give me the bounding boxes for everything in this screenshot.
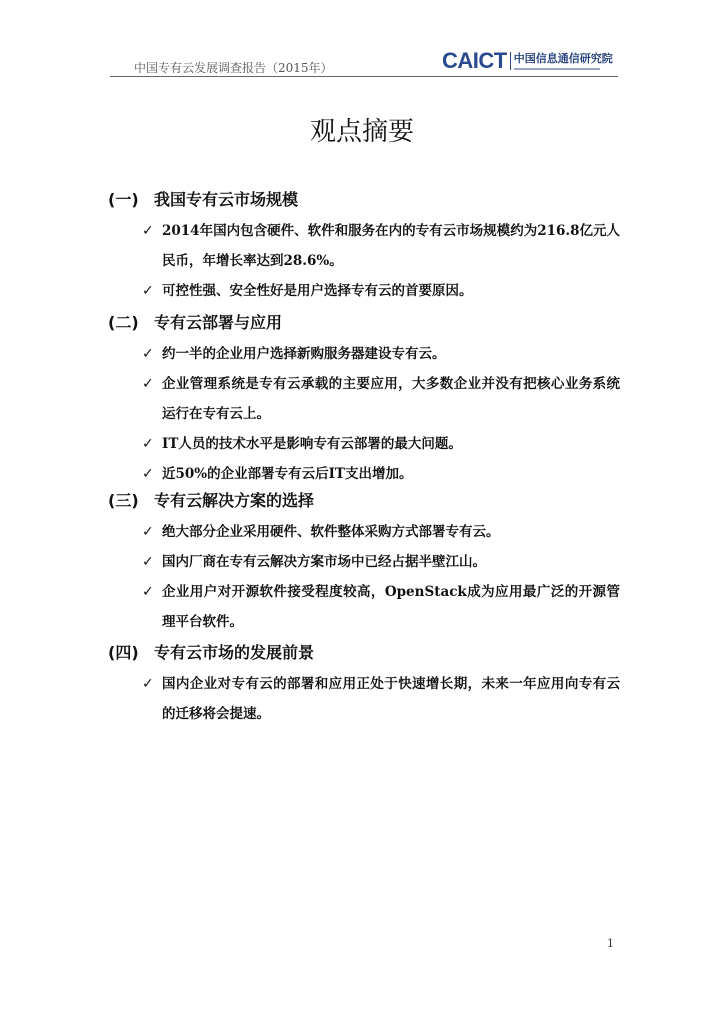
list-item: ✓ 近50%的企业部署专有云后IT支出增加。 bbox=[142, 459, 620, 489]
header-rule bbox=[110, 76, 618, 77]
section-2 bbox=[108, 310, 620, 489]
page-number: 1 bbox=[607, 937, 614, 950]
section-title: 专有云市场的发展前景 bbox=[154, 643, 315, 662]
check-icon: ✓ bbox=[142, 376, 154, 392]
section-title: 专有云部署与应用 bbox=[154, 313, 283, 332]
section-4 bbox=[108, 640, 620, 729]
section-number: (三) bbox=[108, 491, 139, 510]
section-number: (一) bbox=[108, 190, 139, 209]
list-item: ✓ 约一半的企业用户选择新购服务器建设专有云。 bbox=[142, 339, 620, 369]
section-heading bbox=[108, 640, 620, 666]
logo-chinese-name: 中国信息通信研究院 bbox=[513, 51, 613, 65]
check-icon: ✓ bbox=[142, 436, 154, 452]
section-heading bbox=[108, 310, 620, 336]
logo-divider bbox=[510, 52, 511, 70]
list-item: ✓ 企业管理系统是专有云承载的主要应用，大多数企业并没有把核心业务系统运行在专有云上。 bbox=[142, 369, 620, 429]
section-heading bbox=[108, 488, 620, 514]
caict-logo bbox=[442, 50, 613, 72]
list-item: ✓ 2014年国内包含硬件、软件和服务在内的专有云市场规模约为216.8亿元人民币，年增长率达到28.6%。 bbox=[142, 216, 620, 276]
section-3 bbox=[108, 488, 620, 637]
list-item: ✓ 企业用户对开源软件接受程度较高，OpenStack成为应用最广泛的开源管理平台软件。 bbox=[142, 577, 620, 637]
check-icon: ✓ bbox=[142, 584, 154, 600]
check-icon: ✓ bbox=[142, 466, 154, 482]
check-icon: ✓ bbox=[142, 283, 154, 299]
running-header: 中国专有云发展调查报告（2015年） bbox=[134, 61, 333, 75]
section-heading bbox=[108, 187, 620, 213]
list-item: ✓ 绝大部分企业采用硬件、软件整体采购方式部署专有云。 bbox=[142, 517, 620, 547]
list-item: ✓ 国内厂商在专有云解决方案市场中已经占据半壁江山。 bbox=[142, 547, 620, 577]
logo-english-subtitle-mark bbox=[514, 68, 600, 70]
list-item: ✓ IT人员的技术水平是影响专有云部署的最大问题。 bbox=[142, 429, 620, 459]
section-title: 我国专有云市场规模 bbox=[154, 190, 299, 209]
section-title: 专有云解决方案的选择 bbox=[154, 491, 315, 510]
section-number: (二) bbox=[108, 313, 139, 332]
list-item: ✓ 可控性强、安全性好是用户选择专有云的首要原因。 bbox=[142, 276, 620, 306]
check-icon: ✓ bbox=[142, 524, 154, 540]
page-title: 观点摘要 bbox=[309, 117, 414, 147]
section-number: (四) bbox=[108, 643, 139, 662]
section-1 bbox=[108, 187, 620, 306]
logo-mark: CAICT bbox=[442, 48, 507, 73]
check-icon: ✓ bbox=[142, 223, 154, 239]
list-item: ✓ 国内企业对专有云的部署和应用正处于快速增长期，未来一年应用向专有云的迁移将会提速。 bbox=[142, 669, 620, 729]
check-icon: ✓ bbox=[142, 554, 154, 570]
check-icon: ✓ bbox=[142, 676, 154, 692]
check-icon: ✓ bbox=[142, 346, 154, 362]
